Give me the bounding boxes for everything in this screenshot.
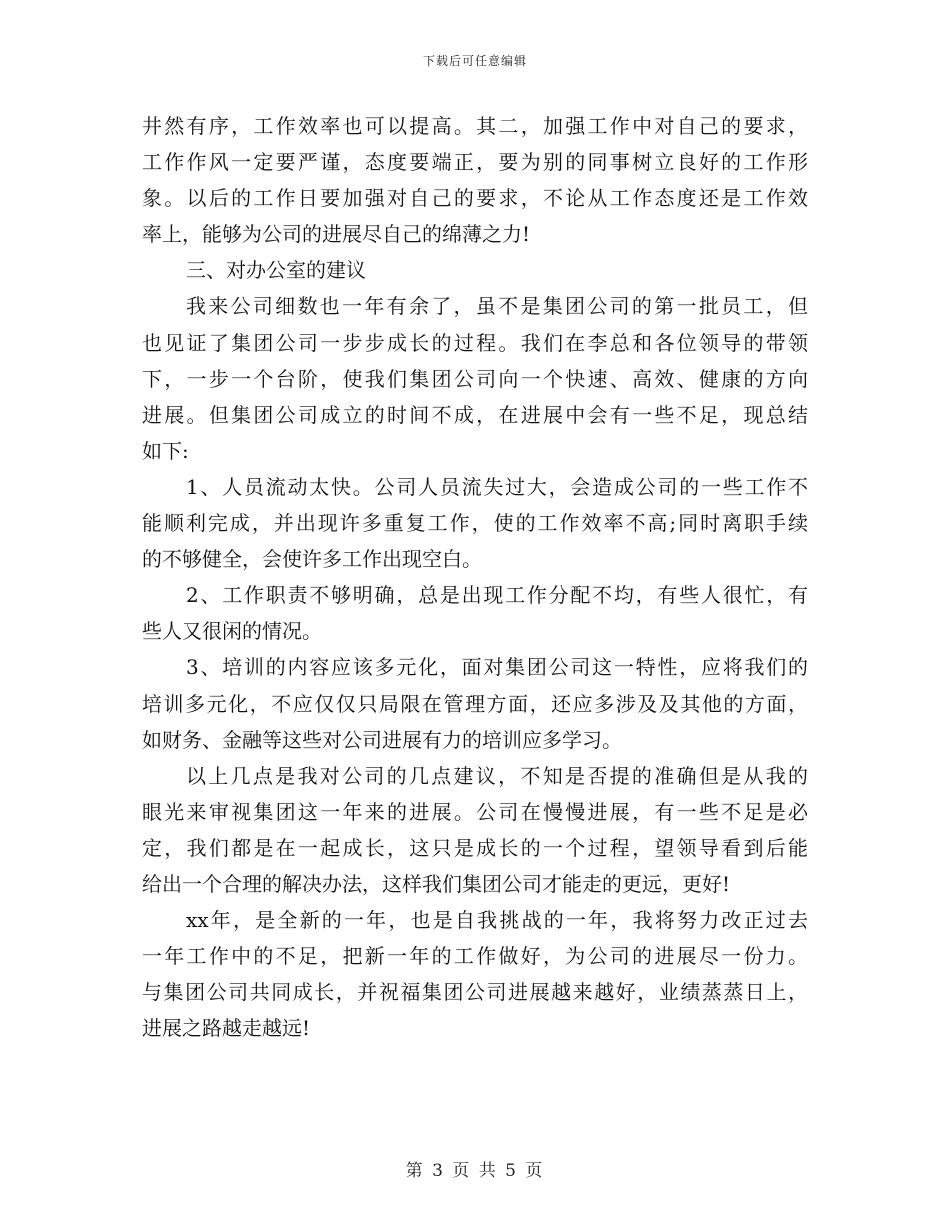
body-line: 进展。但集团公司成立的时间不成，在进展中会有一些不足，现总结	[142, 402, 808, 427]
body-line: xx年，是全新的一年，也是自我挑战的一年，我将努力改正过去	[186, 908, 808, 933]
page-header: 下载后可任意编辑	[422, 54, 527, 68]
body-line: 以上几点是我对公司的几点建议，不知是否提的准确但是从我的	[186, 763, 808, 788]
body-line: 些人又很闲的情况。	[142, 619, 322, 644]
body-line: 一年工作中的不足，把新一年的工作做好，为公司的进展尽一份力。	[142, 944, 808, 969]
body-line: 如下:	[142, 438, 189, 463]
section-heading: 三、对办公室的建议	[186, 258, 366, 283]
body-line: 3、培训的内容应该多元化，面对集团公司这一特性，应将我们的	[186, 655, 808, 680]
body-line: 2、工作职责不够明确，总是出现工作分配不均，有些人很忙，有	[186, 583, 808, 608]
document-body	[142, 108, 808, 1046]
body-line: 工作作风一定要严谨，态度要端正，要为别的同事树立良好的工作形	[142, 150, 808, 175]
body-line: 1、人员流动太快。公司人员流失过大，会造成公司的一些工作不	[186, 474, 808, 499]
body-line: 进展之路越走越远!	[142, 1016, 311, 1041]
page-number: 第 3 页 共 5 页	[405, 1161, 545, 1181]
body-line: 能顺利完成，并出现许多重复工作，使的工作效率不高;同时离职手续	[142, 511, 808, 536]
body-line: 我来公司细数也一年有余了，虽不是集团公司的第一批员工，但	[186, 294, 808, 319]
body-line: 眼光来审视集团这一年来的进展。公司在慢慢进展，有一些不足是必	[142, 799, 808, 824]
body-line: 给出一个合理的解决办法，这样我们集团公司才能走的更远，更好!	[142, 871, 731, 896]
body-line: 也见证了集团公司一步步成长的过程。我们在李总和各位领导的带领	[142, 330, 808, 355]
body-line: 定，我们都是在一起成长，这只是成长的一个过程，望领导看到后能	[142, 835, 808, 860]
body-line: 率上，能够为公司的进展尽自己的绵薄之力!	[142, 222, 531, 247]
body-line: 的不够健全，会使许多工作出现空白。	[142, 547, 482, 572]
body-line: 井然有序，工作效率也可以提高。其二，加强工作中对自己的要求，	[142, 114, 808, 138]
body-line: 培训多元化，不应仅仅只局限在管理方面，还应多涉及及其他的方面，	[142, 691, 808, 716]
body-line: 与集团公司共同成长，并祝福集团公司进展越来越好，业绩蒸蒸日上，	[142, 980, 808, 1005]
body-line: 象。以后的工作日要加强对自己的要求，不论从工作态度还是工作效	[142, 186, 808, 211]
body-line: 如财务、金融等这些对公司进展有力的培训应多学习。	[142, 727, 622, 752]
body-line: 下，一步一个台阶，使我们集团公司向一个快速、高效、健康的方向	[142, 366, 808, 391]
